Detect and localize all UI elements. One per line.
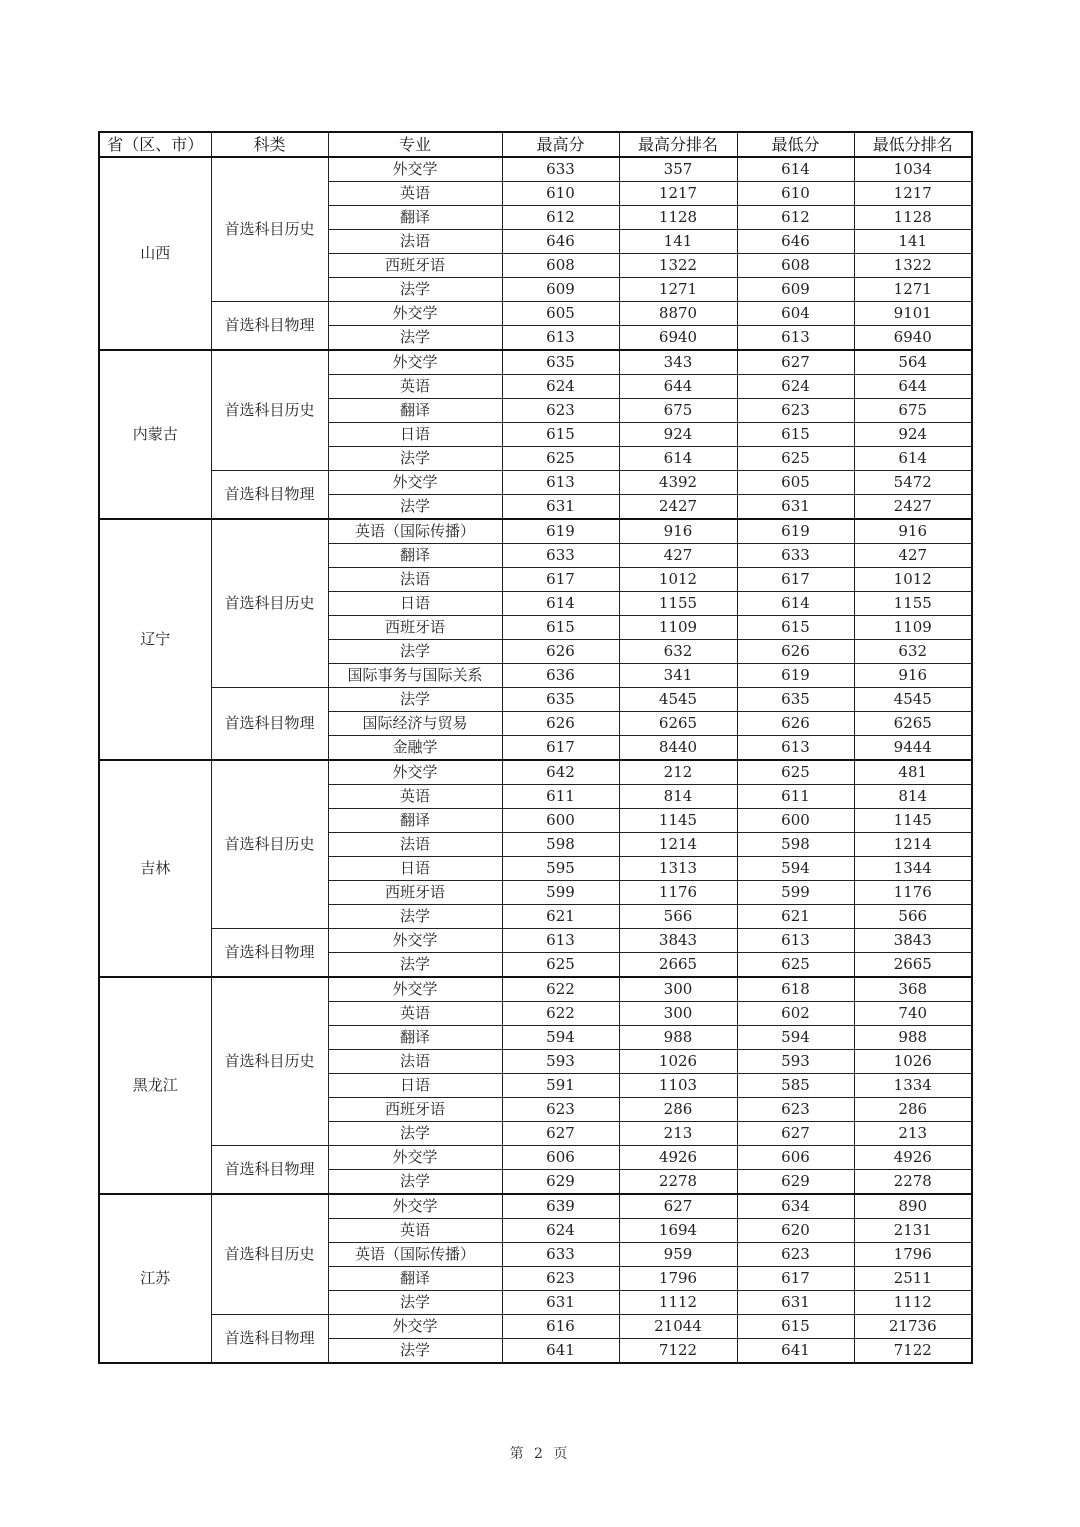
max-score-cell: 613 — [502, 326, 619, 351]
min-score-cell: 623 — [737, 1243, 854, 1267]
major-cell: 外交学 — [328, 1315, 502, 1339]
max-score-cell: 599 — [502, 881, 619, 905]
max-score-cell: 614 — [502, 592, 619, 616]
min-score-cell: 646 — [737, 230, 854, 254]
min-rank-cell: 614 — [854, 447, 972, 471]
max-rank-cell: 141 — [619, 230, 737, 254]
max-score-cell: 595 — [502, 857, 619, 881]
major-cell: 英语 — [328, 1219, 502, 1243]
major-cell: 西班牙语 — [328, 616, 502, 640]
min-score-cell: 629 — [737, 1170, 854, 1195]
max-rank-cell: 2427 — [619, 495, 737, 520]
min-rank-cell: 1012 — [854, 568, 972, 592]
major-cell: 翻译 — [328, 809, 502, 833]
min-rank-cell: 368 — [854, 977, 972, 1002]
max-rank-cell: 286 — [619, 1098, 737, 1122]
major-cell: 日语 — [328, 1074, 502, 1098]
min-score-cell: 599 — [737, 881, 854, 905]
max-score-cell: 594 — [502, 1026, 619, 1050]
min-score-cell: 621 — [737, 905, 854, 929]
min-score-cell: 617 — [737, 1267, 854, 1291]
min-rank-cell: 1796 — [854, 1243, 972, 1267]
max-rank-cell: 3843 — [619, 929, 737, 953]
min-rank-cell: 814 — [854, 785, 972, 809]
max-score-cell: 641 — [502, 1339, 619, 1364]
max-score-cell: 624 — [502, 1219, 619, 1243]
min-score-cell: 593 — [737, 1050, 854, 1074]
min-rank-cell: 916 — [854, 519, 972, 544]
major-cell: 法学 — [328, 495, 502, 520]
min-score-cell: 625 — [737, 447, 854, 471]
min-score-cell: 605 — [737, 471, 854, 495]
max-score-cell: 615 — [502, 616, 619, 640]
min-score-cell: 600 — [737, 809, 854, 833]
max-rank-cell: 1313 — [619, 857, 737, 881]
page-number: 第 2 页 — [509, 1446, 571, 1462]
major-cell: 金融学 — [328, 736, 502, 761]
category-cell: 首选科目历史 — [211, 519, 328, 688]
category-cell: 首选科目物理 — [211, 1315, 328, 1364]
max-score-cell: 617 — [502, 736, 619, 761]
table-row — [99, 688, 972, 712]
max-score-cell: 623 — [502, 399, 619, 423]
max-rank-cell: 614 — [619, 447, 737, 471]
major-cell: 法学 — [328, 1291, 502, 1315]
category-cell: 首选科目物理 — [211, 302, 328, 351]
min-rank-cell: 1026 — [854, 1050, 972, 1074]
min-rank-cell: 1128 — [854, 206, 972, 230]
major-cell: 翻译 — [328, 1267, 502, 1291]
max-score-cell: 627 — [502, 1122, 619, 1146]
max-score-cell: 606 — [502, 1146, 619, 1170]
category-cell: 首选科目历史 — [211, 1194, 328, 1315]
min-rank-cell: 141 — [854, 230, 972, 254]
max-score-cell: 635 — [502, 688, 619, 712]
min-rank-cell: 2427 — [854, 495, 972, 520]
major-cell: 外交学 — [328, 302, 502, 326]
max-rank-cell: 1176 — [619, 881, 737, 905]
max-score-cell: 626 — [502, 640, 619, 664]
major-cell: 日语 — [328, 857, 502, 881]
max-rank-cell: 632 — [619, 640, 737, 664]
max-rank-cell: 341 — [619, 664, 737, 688]
min-score-cell: 624 — [737, 375, 854, 399]
min-score-cell: 623 — [737, 399, 854, 423]
max-score-cell: 625 — [502, 953, 619, 978]
min-score-cell: 619 — [737, 519, 854, 544]
min-rank-cell: 6940 — [854, 326, 972, 351]
major-cell: 法学 — [328, 953, 502, 978]
max-score-cell: 646 — [502, 230, 619, 254]
max-rank-cell: 4392 — [619, 471, 737, 495]
header-province: 省（区、市） — [99, 132, 211, 157]
min-score-cell: 594 — [737, 857, 854, 881]
admission-score-table — [98, 131, 973, 1364]
min-rank-cell: 2511 — [854, 1267, 972, 1291]
max-score-cell: 619 — [502, 519, 619, 544]
major-cell: 法学 — [328, 1170, 502, 1195]
category-cell: 首选科目物理 — [211, 471, 328, 520]
min-score-cell: 615 — [737, 423, 854, 447]
max-score-cell: 625 — [502, 447, 619, 471]
max-rank-cell: 21044 — [619, 1315, 737, 1339]
max-score-cell: 615 — [502, 423, 619, 447]
major-cell: 外交学 — [328, 760, 502, 785]
header-category: 科类 — [211, 132, 328, 157]
min-score-cell: 612 — [737, 206, 854, 230]
min-score-cell: 606 — [737, 1146, 854, 1170]
max-rank-cell: 1103 — [619, 1074, 737, 1098]
min-rank-cell: 1344 — [854, 857, 972, 881]
max-rank-cell: 959 — [619, 1243, 737, 1267]
max-rank-cell: 1217 — [619, 182, 737, 206]
major-cell: 外交学 — [328, 471, 502, 495]
max-rank-cell: 644 — [619, 375, 737, 399]
min-score-cell: 618 — [737, 977, 854, 1002]
max-score-cell: 631 — [502, 495, 619, 520]
major-cell: 外交学 — [328, 929, 502, 953]
min-score-cell: 619 — [737, 664, 854, 688]
max-rank-cell: 1128 — [619, 206, 737, 230]
min-rank-cell: 213 — [854, 1122, 972, 1146]
max-score-cell: 613 — [502, 471, 619, 495]
min-score-cell: 615 — [737, 616, 854, 640]
min-score-cell: 626 — [737, 712, 854, 736]
min-rank-cell: 2665 — [854, 953, 972, 978]
major-cell: 英语 — [328, 375, 502, 399]
table-row — [99, 929, 972, 953]
max-rank-cell: 6940 — [619, 326, 737, 351]
province-cell: 辽宁 — [99, 519, 211, 760]
major-cell: 法学 — [328, 447, 502, 471]
max-rank-cell: 2665 — [619, 953, 737, 978]
min-score-cell: 617 — [737, 568, 854, 592]
major-cell: 翻译 — [328, 1026, 502, 1050]
max-score-cell: 636 — [502, 664, 619, 688]
min-rank-cell: 1034 — [854, 157, 972, 182]
major-cell: 外交学 — [328, 157, 502, 182]
min-score-cell: 598 — [737, 833, 854, 857]
category-cell: 首选科目物理 — [211, 1146, 328, 1195]
major-cell: 法语 — [328, 833, 502, 857]
table-row — [99, 350, 972, 375]
major-cell: 法学 — [328, 278, 502, 302]
category-cell: 首选科目历史 — [211, 157, 328, 302]
major-cell: 法学 — [328, 905, 502, 929]
min-score-cell: 625 — [737, 953, 854, 978]
max-score-cell: 629 — [502, 1170, 619, 1195]
max-score-cell: 639 — [502, 1194, 619, 1219]
min-score-cell: 602 — [737, 1002, 854, 1026]
max-rank-cell: 7122 — [619, 1339, 737, 1364]
min-rank-cell: 286 — [854, 1098, 972, 1122]
table-header-row — [99, 132, 972, 157]
major-cell: 法语 — [328, 1050, 502, 1074]
category-cell: 首选科目历史 — [211, 760, 328, 929]
max-score-cell: 616 — [502, 1315, 619, 1339]
max-rank-cell: 1109 — [619, 616, 737, 640]
header-max-score: 最高分 — [502, 132, 619, 157]
max-rank-cell: 6265 — [619, 712, 737, 736]
min-score-cell: 613 — [737, 326, 854, 351]
min-rank-cell: 566 — [854, 905, 972, 929]
max-rank-cell: 988 — [619, 1026, 737, 1050]
max-rank-cell: 357 — [619, 157, 737, 182]
max-score-cell: 612 — [502, 206, 619, 230]
max-rank-cell: 1214 — [619, 833, 737, 857]
header-major: 专业 — [328, 132, 502, 157]
major-cell: 日语 — [328, 592, 502, 616]
max-rank-cell: 2278 — [619, 1170, 737, 1195]
major-cell: 外交学 — [328, 1146, 502, 1170]
major-cell: 英语 — [328, 785, 502, 809]
max-rank-cell: 1322 — [619, 254, 737, 278]
max-rank-cell: 1271 — [619, 278, 737, 302]
max-rank-cell: 8870 — [619, 302, 737, 326]
min-rank-cell: 564 — [854, 350, 972, 375]
max-score-cell: 642 — [502, 760, 619, 785]
min-score-cell: 609 — [737, 278, 854, 302]
min-rank-cell: 675 — [854, 399, 972, 423]
min-rank-cell: 5472 — [854, 471, 972, 495]
major-cell: 翻译 — [328, 399, 502, 423]
max-rank-cell: 8440 — [619, 736, 737, 761]
max-rank-cell: 627 — [619, 1194, 737, 1219]
min-rank-cell: 740 — [854, 1002, 972, 1026]
max-rank-cell: 300 — [619, 1002, 737, 1026]
min-rank-cell: 4926 — [854, 1146, 972, 1170]
min-rank-cell: 6265 — [854, 712, 972, 736]
category-cell: 首选科目历史 — [211, 977, 328, 1146]
min-rank-cell: 1217 — [854, 182, 972, 206]
max-score-cell: 600 — [502, 809, 619, 833]
major-cell: 法学 — [328, 688, 502, 712]
min-score-cell: 623 — [737, 1098, 854, 1122]
min-rank-cell: 481 — [854, 760, 972, 785]
table-row — [99, 471, 972, 495]
major-cell: 翻译 — [328, 206, 502, 230]
province-cell: 吉林 — [99, 760, 211, 977]
max-score-cell: 608 — [502, 254, 619, 278]
min-rank-cell: 7122 — [854, 1339, 972, 1364]
max-score-cell: 626 — [502, 712, 619, 736]
min-rank-cell: 1322 — [854, 254, 972, 278]
max-rank-cell: 1155 — [619, 592, 737, 616]
max-score-cell: 617 — [502, 568, 619, 592]
min-score-cell: 634 — [737, 1194, 854, 1219]
min-rank-cell: 9101 — [854, 302, 972, 326]
major-cell: 西班牙语 — [328, 881, 502, 905]
min-score-cell: 633 — [737, 544, 854, 568]
province-cell: 黑龙江 — [99, 977, 211, 1194]
max-rank-cell: 916 — [619, 519, 737, 544]
major-cell: 国际经济与贸易 — [328, 712, 502, 736]
max-rank-cell: 1145 — [619, 809, 737, 833]
max-score-cell: 631 — [502, 1291, 619, 1315]
major-cell: 法学 — [328, 1122, 502, 1146]
min-rank-cell: 988 — [854, 1026, 972, 1050]
min-rank-cell: 1112 — [854, 1291, 972, 1315]
min-rank-cell: 3843 — [854, 929, 972, 953]
max-score-cell: 621 — [502, 905, 619, 929]
major-cell: 英语（国际传播） — [328, 519, 502, 544]
max-score-cell: 611 — [502, 785, 619, 809]
min-score-cell: 613 — [737, 929, 854, 953]
max-rank-cell: 343 — [619, 350, 737, 375]
major-cell: 法学 — [328, 326, 502, 351]
table-row — [99, 302, 972, 326]
min-rank-cell: 1155 — [854, 592, 972, 616]
major-cell: 翻译 — [328, 544, 502, 568]
min-score-cell: 611 — [737, 785, 854, 809]
max-rank-cell: 1026 — [619, 1050, 737, 1074]
min-rank-cell: 1271 — [854, 278, 972, 302]
major-cell: 法语 — [328, 230, 502, 254]
min-score-cell: 626 — [737, 640, 854, 664]
min-rank-cell: 890 — [854, 1194, 972, 1219]
max-rank-cell: 924 — [619, 423, 737, 447]
max-rank-cell: 1112 — [619, 1291, 737, 1315]
province-cell: 山西 — [99, 157, 211, 350]
min-rank-cell: 1334 — [854, 1074, 972, 1098]
major-cell: 法学 — [328, 640, 502, 664]
major-cell: 法学 — [328, 1339, 502, 1364]
min-score-cell: 594 — [737, 1026, 854, 1050]
table-row — [99, 1194, 972, 1219]
min-rank-cell: 644 — [854, 375, 972, 399]
category-cell: 首选科目历史 — [211, 350, 328, 471]
min-score-cell: 635 — [737, 688, 854, 712]
max-rank-cell: 566 — [619, 905, 737, 929]
min-rank-cell: 21736 — [854, 1315, 972, 1339]
table-row — [99, 519, 972, 544]
min-score-cell: 620 — [737, 1219, 854, 1243]
max-score-cell: 622 — [502, 1002, 619, 1026]
major-cell: 英语 — [328, 1002, 502, 1026]
min-rank-cell: 924 — [854, 423, 972, 447]
min-rank-cell: 427 — [854, 544, 972, 568]
max-rank-cell: 814 — [619, 785, 737, 809]
major-cell: 外交学 — [328, 1194, 502, 1219]
major-cell: 西班牙语 — [328, 254, 502, 278]
max-score-cell: 605 — [502, 302, 619, 326]
max-score-cell: 633 — [502, 544, 619, 568]
max-rank-cell: 1694 — [619, 1219, 737, 1243]
min-score-cell: 610 — [737, 182, 854, 206]
min-score-cell: 627 — [737, 350, 854, 375]
min-rank-cell: 2131 — [854, 1219, 972, 1243]
min-rank-cell: 916 — [854, 664, 972, 688]
max-rank-cell: 4545 — [619, 688, 737, 712]
max-score-cell: 635 — [502, 350, 619, 375]
header-min-score: 最低分 — [737, 132, 854, 157]
min-rank-cell: 9444 — [854, 736, 972, 761]
min-score-cell: 585 — [737, 1074, 854, 1098]
major-cell: 英语（国际传播） — [328, 1243, 502, 1267]
major-cell: 外交学 — [328, 350, 502, 375]
max-score-cell: 591 — [502, 1074, 619, 1098]
category-cell: 首选科目物理 — [211, 688, 328, 761]
major-cell: 外交学 — [328, 977, 502, 1002]
max-score-cell: 622 — [502, 977, 619, 1002]
table-row — [99, 760, 972, 785]
min-rank-cell: 1176 — [854, 881, 972, 905]
province-cell: 内蒙古 — [99, 350, 211, 519]
min-score-cell: 615 — [737, 1315, 854, 1339]
max-rank-cell: 1012 — [619, 568, 737, 592]
category-cell: 首选科目物理 — [211, 929, 328, 978]
table-row — [99, 1146, 972, 1170]
header-min-rank: 最低分排名 — [854, 132, 972, 157]
table-body — [99, 157, 972, 1363]
min-score-cell: 608 — [737, 254, 854, 278]
min-rank-cell: 632 — [854, 640, 972, 664]
min-score-cell: 627 — [737, 1122, 854, 1146]
max-score-cell: 593 — [502, 1050, 619, 1074]
max-score-cell: 613 — [502, 929, 619, 953]
max-score-cell: 633 — [502, 1243, 619, 1267]
min-rank-cell: 2278 — [854, 1170, 972, 1195]
table-row — [99, 1315, 972, 1339]
max-rank-cell: 4926 — [619, 1146, 737, 1170]
province-cell: 江苏 — [99, 1194, 211, 1363]
min-score-cell: 625 — [737, 760, 854, 785]
major-cell: 国际事务与国际关系 — [328, 664, 502, 688]
max-score-cell: 623 — [502, 1267, 619, 1291]
min-score-cell: 604 — [737, 302, 854, 326]
max-score-cell: 610 — [502, 182, 619, 206]
max-rank-cell: 675 — [619, 399, 737, 423]
min-score-cell: 641 — [737, 1339, 854, 1364]
min-score-cell: 631 — [737, 1291, 854, 1315]
max-rank-cell: 212 — [619, 760, 737, 785]
major-cell: 法语 — [328, 568, 502, 592]
min-rank-cell: 4545 — [854, 688, 972, 712]
min-score-cell: 614 — [737, 157, 854, 182]
max-score-cell: 598 — [502, 833, 619, 857]
max-score-cell: 633 — [502, 157, 619, 182]
major-cell: 西班牙语 — [328, 1098, 502, 1122]
min-score-cell: 614 — [737, 592, 854, 616]
min-rank-cell: 1145 — [854, 809, 972, 833]
table-row — [99, 977, 972, 1002]
major-cell: 英语 — [328, 182, 502, 206]
max-rank-cell: 1796 — [619, 1267, 737, 1291]
min-score-cell: 631 — [737, 495, 854, 520]
min-rank-cell: 1214 — [854, 833, 972, 857]
min-rank-cell: 1109 — [854, 616, 972, 640]
max-score-cell: 623 — [502, 1098, 619, 1122]
max-score-cell: 624 — [502, 375, 619, 399]
max-rank-cell: 427 — [619, 544, 737, 568]
max-score-cell: 609 — [502, 278, 619, 302]
max-rank-cell: 300 — [619, 977, 737, 1002]
major-cell: 日语 — [328, 423, 502, 447]
header-max-rank: 最高分排名 — [619, 132, 737, 157]
min-score-cell: 613 — [737, 736, 854, 761]
table-row — [99, 157, 972, 182]
max-rank-cell: 213 — [619, 1122, 737, 1146]
